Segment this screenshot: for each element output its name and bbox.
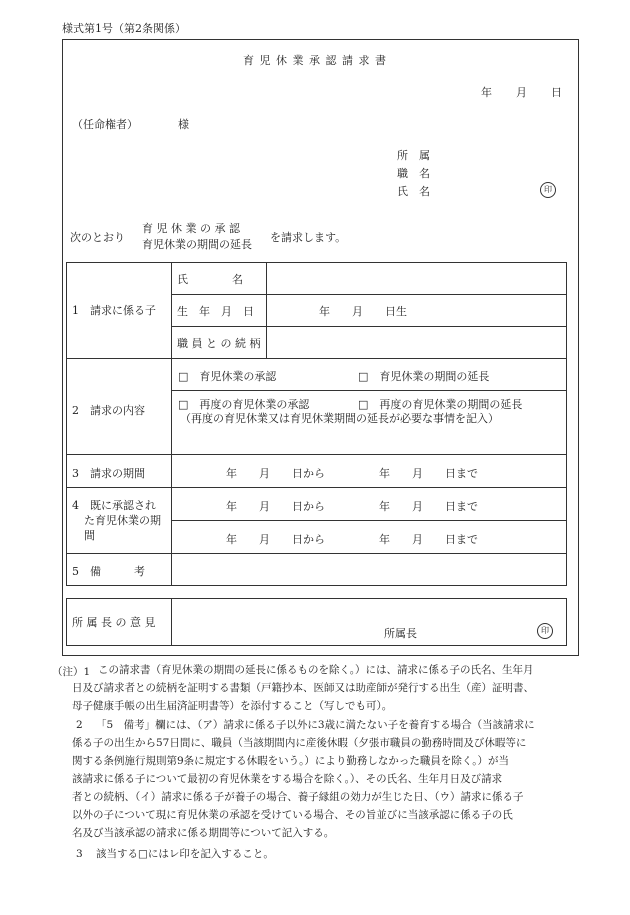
section-child-label: 1 請求に係る子 [72, 304, 156, 317]
approved-row1-to: 年 月 日まで [379, 500, 478, 513]
checkbox-approval[interactable]: □ 育児休業の承認 [178, 370, 277, 383]
approved-row1-from: 年 月 日から [226, 500, 325, 513]
section-approved-label-2: た育児休業の期 [84, 514, 161, 527]
applicant-position-label: 職 名 [397, 167, 430, 180]
section-remarks-label: 5 備 考 [72, 565, 145, 578]
checkbox-extension[interactable]: □ 育児休業の期間の延長 [358, 370, 490, 383]
note2-line4: 該請求に係る子について最初の育児休業をする場合を除く。）、その氏名、生年月日及び請求 [72, 773, 503, 785]
seal-icon: 印 [537, 623, 553, 639]
child-relation-label: 職 員 と の 続 柄 [177, 337, 261, 350]
approved-row2-to: 年 月 日まで [379, 533, 478, 546]
request-suffix: を請求します。 [270, 231, 347, 244]
child-dob-value: 年 月 日生 [319, 305, 407, 318]
section-content-label: 2 請求の内容 [72, 404, 145, 417]
note1-line2: 日及び請求者との続柄を証明する書類（戸籍抄本、医師又は助産師が発行する出生（産）証明書、 [72, 682, 534, 694]
note2-line6: 以外の子について現に育児休業の承認を受けている場合、その旨並びに当該承認に係る子の氏 [72, 809, 513, 821]
date-year: 年 [481, 86, 492, 99]
note3-marker: 3 [76, 848, 83, 860]
seal-icon: 印 [540, 182, 556, 198]
note2-marker: 2 [76, 719, 83, 731]
page-title: 育 児 休 業 承 認 請 求 書 [243, 54, 387, 67]
note2-line2: 係る子の出生から57日間に、職員（当該期間内に産後休暇（夕張市職員の勤務時間及び休暇等に [72, 737, 527, 749]
note1-line3: 母子健康手帳の出生届済証明書等）を添付すること（写しでも可）。 [72, 700, 393, 712]
section-period-label: 3 請求の期間 [72, 467, 145, 480]
note2-line5: 者との続柄、（イ）請求に係る子が養子の場合、養子縁組の効力が生じた日、（ウ）請求に係る子 [72, 791, 524, 803]
period-from: 年 月 日から [226, 467, 325, 480]
note1-line1: この請求書（育児休業の期間の延長に係るものを除く。）には、請求に係る子の氏名、生年月 [98, 664, 534, 676]
addressee-label: （任命権者） [72, 118, 138, 131]
note1-marker: （注）1 [52, 666, 91, 678]
note2-line7: 名及び当該承認の請求に係る期間等について記入する。 [72, 827, 335, 839]
section-approved-label-3: 間 [84, 529, 95, 542]
content-note: （再度の育児休業又は育児休業期間の延長が必要な事情を記入） [180, 412, 499, 425]
checkbox-re-approval[interactable]: □ 再度の育児休業の承認 [178, 398, 310, 411]
child-dob-label: 生 年 月 日 [177, 305, 254, 318]
applicant-affiliation-label: 所 属 [397, 149, 430, 162]
request-option-approval: 育 児 休 業 の 承 認 [142, 222, 240, 235]
date-day: 日 [551, 86, 562, 99]
addressee-suffix: 様 [178, 118, 189, 131]
form-id: 様式第1号（第2条関係） [62, 22, 186, 35]
period-to: 年 月 日まで [379, 467, 478, 480]
child-name-label: 氏 名 [177, 273, 243, 286]
form-title [0, 52, 630, 68]
date-month: 月 [516, 86, 527, 99]
section-approved-label-1: 4 既に承認され [72, 499, 156, 512]
request-prefix: 次のとおり [70, 231, 125, 244]
note2-line3: 関する条例施行規則第9条に規定する休暇をいう。）により勤務しなかった職員を除く。）が当 [72, 755, 509, 767]
supervisor-label: 所 属 長 の 意 見 [72, 616, 156, 629]
supervisor-sign-label: 所属長 [384, 627, 417, 640]
note2-line1: 「5 備考」欄には、（ア）請求に係る子以外に3歳に満たない子を養育する場合（当該請求に [96, 719, 535, 731]
checkbox-re-extension[interactable]: □ 再度の育児休業の期間の延長 [358, 398, 523, 411]
applicant-name-label: 氏 名 [397, 185, 430, 198]
note3-line1: 該当する□にはレ印を記入すること。 [96, 848, 274, 860]
request-option-extension: 育児休業の期間の延長 [142, 238, 252, 251]
approved-row2-from: 年 月 日から [226, 533, 325, 546]
